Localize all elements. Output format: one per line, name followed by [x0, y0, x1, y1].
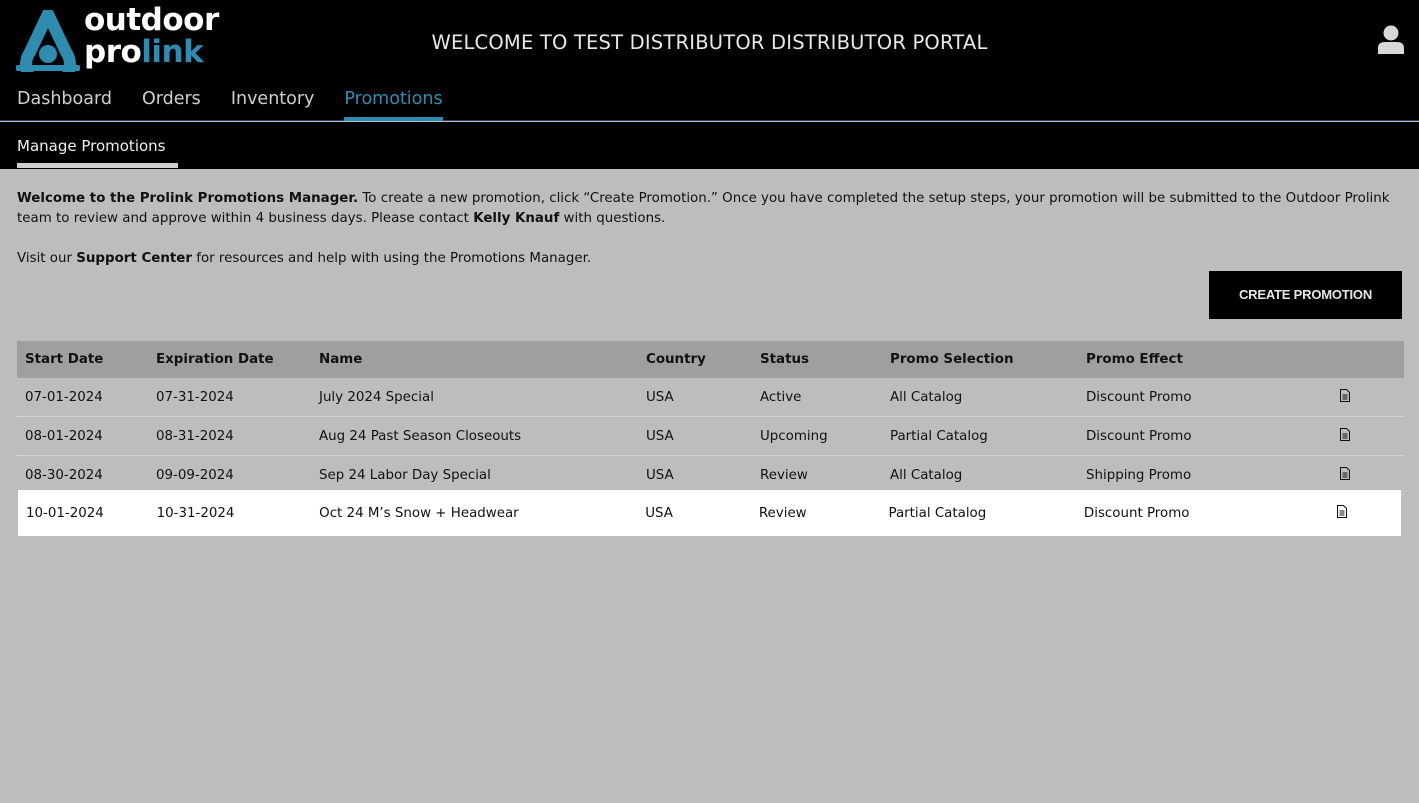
- cell-promo-effect: Discount Promo: [1083, 505, 1190, 521]
- header-country[interactable]: Country: [646, 352, 706, 367]
- nav-orders[interactable]: Orders: [141, 89, 201, 109]
- cell-promo-effect: Discount Promo: [1086, 428, 1192, 444]
- table-row[interactable]: [17, 378, 1404, 417]
- cell-promo-effect: Shipping Promo: [1086, 467, 1192, 483]
- main-nav: [17, 86, 473, 121]
- intro-paragraph: [17, 189, 1397, 229]
- document-icon[interactable]: [1340, 428, 1350, 441]
- document-icon[interactable]: [1337, 505, 1347, 518]
- cell-start-date: 08-30-2024: [25, 467, 103, 483]
- intro-lead: Welcome to the Prolink Promotions Manager.: [17, 191, 359, 206]
- nav-promotions[interactable]: Promotions: [344, 86, 442, 121]
- nav-dashboard[interactable]: Dashboard: [17, 89, 112, 109]
- active-tab-indicator: [17, 163, 178, 168]
- cell-start-date: 08-01-2024: [25, 428, 103, 444]
- document-icon[interactable]: [1340, 467, 1350, 480]
- header-promo-effect[interactable]: Promo Effect: [1086, 352, 1183, 367]
- logo-line-1: outdoor: [84, 2, 219, 38]
- header-name[interactable]: Name: [319, 352, 363, 367]
- header-promo-selection[interactable]: Promo Selection: [890, 352, 1014, 367]
- cell-expiration-date: 09-09-2024: [156, 467, 234, 483]
- cell-country: USA: [646, 467, 674, 483]
- promotions-table: [17, 341, 1404, 536]
- header-status[interactable]: Status: [760, 352, 809, 367]
- cell-start-date: 10-01-2024: [26, 505, 104, 521]
- cell-status: Upcoming: [760, 428, 828, 444]
- nav-inventory[interactable]: Inventory: [230, 89, 315, 109]
- tab-manage-promotions[interactable]: Manage Promotions: [17, 137, 166, 155]
- cell-country: USA: [646, 389, 674, 405]
- cell-actions: [1323, 389, 1404, 406]
- logo-line-2a: pro: [84, 34, 142, 70]
- logo-line-2b: link: [141, 34, 204, 70]
- top-bar: [0, 0, 1419, 121]
- cell-promo-selection: All Catalog: [890, 389, 963, 405]
- user-icon[interactable]: [1377, 25, 1405, 55]
- cell-name: Sep 24 Labor Day Special: [319, 467, 491, 483]
- cell-promo-effect: Discount Promo: [1086, 389, 1192, 405]
- cell-status: Review: [758, 505, 807, 521]
- contact-name[interactable]: Kelly Knauf: [473, 211, 560, 226]
- cell-country: USA: [645, 505, 673, 521]
- cell-expiration-date: 08-31-2024: [156, 428, 234, 444]
- cell-actions: [1323, 467, 1404, 484]
- cell-expiration-date: 07-31-2024: [156, 389, 234, 405]
- cell-country: USA: [646, 428, 674, 444]
- cell-promo-selection: Partial Catalog: [890, 428, 988, 444]
- header-start-date[interactable]: Start Date: [25, 352, 104, 367]
- cell-status: Review: [760, 467, 808, 483]
- create-promotion-button[interactable]: CREATE PROMOTION: [1209, 271, 1402, 319]
- cell-expiration-date: 10-31-2024: [156, 505, 235, 521]
- portal-title: WELCOME TO TEST DISTRIBUTOR DISTRIBUTOR PORTAL: [431, 31, 988, 54]
- intro-text-1: To create a new promotion, click “Create Promotion.” Once you have completed the setup steps, your promotion will be submitted to the Outdoor Prolink team to review and approve within 4 business days. Please contact: [17, 191, 1390, 226]
- table-header: [17, 341, 1404, 378]
- intro-text-2: with questions.: [559, 211, 666, 226]
- visit-prefix: Visit our: [17, 251, 77, 266]
- cell-name: Aug 24 Past Season Closeouts: [319, 428, 522, 444]
- table-row[interactable]: [17, 417, 1404, 456]
- cell-promo-selection: Partial Catalog: [888, 505, 987, 521]
- cell-promo-selection: All Catalog: [890, 467, 963, 483]
- cell-name: Oct 24 M’s Snow + Headwear: [319, 505, 519, 521]
- visit-suffix: for resources and help with using the Promotions Manager.: [191, 251, 592, 266]
- document-icon[interactable]: [1340, 389, 1350, 402]
- sub-nav: [0, 122, 1419, 169]
- support-center-link[interactable]: Support Center: [76, 251, 192, 266]
- table-row-highlighted[interactable]: [18, 490, 1401, 536]
- support-paragraph: [17, 249, 1397, 269]
- cell-actions: [1323, 428, 1404, 445]
- cell-actions: [1320, 505, 1401, 522]
- intro-text: [17, 189, 1397, 269]
- cell-start-date: 07-01-2024: [25, 389, 103, 405]
- header-expiration-date[interactable]: Expiration Date: [156, 352, 274, 367]
- cell-status: Active: [760, 389, 802, 405]
- cell-name: July 2024 Special: [319, 389, 434, 405]
